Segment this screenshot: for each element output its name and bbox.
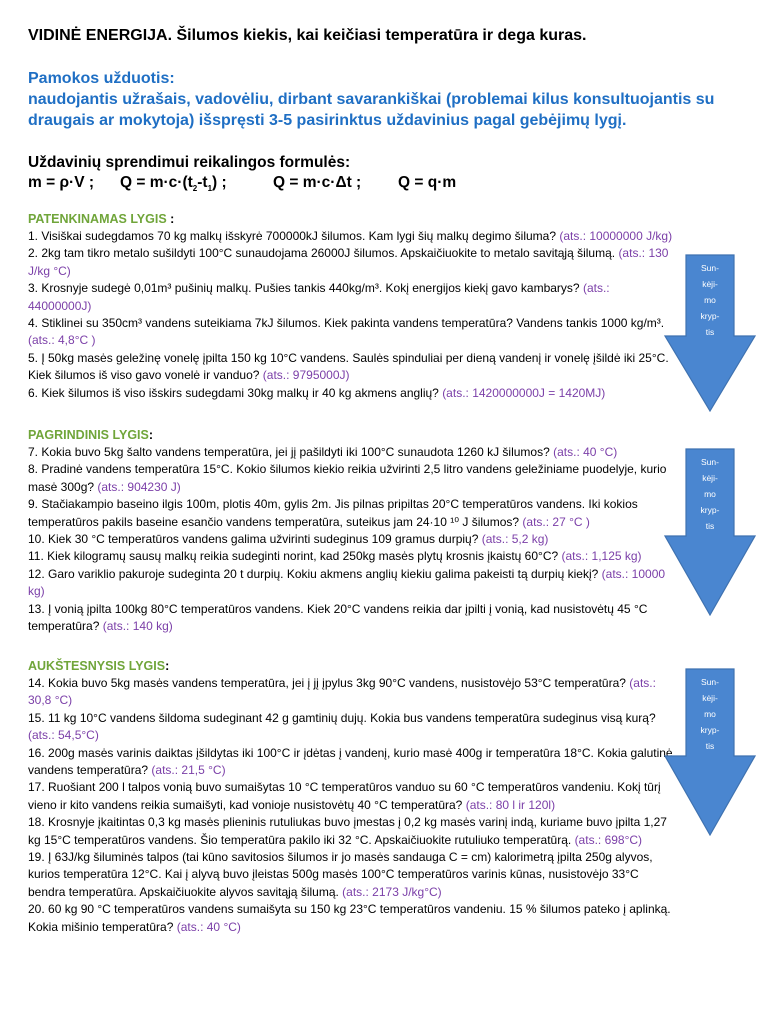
- problem-16: [28, 745, 676, 780]
- problem-text: 12. Garo variklio pakuroje sudeginta 20 t durpių. Kokiu akmens anglių kiekiu galima pakeisti tą durpių kiekį?: [28, 566, 599, 581]
- answer: (ats.: 1420000000J = 1420MJ): [442, 385, 606, 400]
- difficulty-arrow-2: [664, 448, 756, 616]
- arrow-label-line: kėji-: [702, 473, 718, 483]
- problem-1: [28, 228, 676, 245]
- arrow-label-line: Sun-: [701, 677, 719, 687]
- problem-19: [28, 849, 676, 901]
- problem-3: [28, 280, 676, 315]
- answer: (ats.: 4,8°C ): [28, 333, 96, 348]
- problem-text: 11. Kiek kilogramų sausų malkų reikia sudeginti norint, kad 250kg masės plytų krosnis įkaistų 60°C?: [28, 549, 559, 564]
- problem-7: [28, 444, 676, 461]
- problem-6: [28, 385, 676, 402]
- answer: (ats.: 10000000 J/kg): [559, 229, 673, 243]
- formula-sub: 2: [192, 184, 198, 194]
- problem-18: [28, 814, 676, 849]
- problem-2: [28, 245, 676, 280]
- arrow-label-line: tis: [705, 521, 715, 531]
- level-1-heading: [28, 212, 174, 226]
- arrow-label: [664, 674, 756, 754]
- problem-text: 5. Į 50kg masės geležinę vonelę įpilta 150 kg 10°C vandens. Saulės spinduliai per dieną vandenį ir vonelę įšildė iki 25°C. Kiek šilumos iš viso gavo vonelė ir vanduo?: [28, 350, 669, 383]
- problem-15: [28, 710, 676, 745]
- answer: (ats.: 5,2 kg): [481, 532, 549, 547]
- arrow-label-line: Sun-: [701, 457, 719, 467]
- answer: (ats.: 80 l ir 120l): [465, 797, 556, 812]
- formula-part: ) ;: [212, 174, 227, 191]
- formula-sub: 1: [207, 184, 213, 194]
- answer: (ats.: 40 °C): [553, 445, 618, 459]
- problem-text: 7. Kokia buvo 5kg šalto vandens temperatūra, jei jį pašildyti iki 100°C sunaudota 1260 kJ šilumos?: [28, 445, 550, 459]
- problem-14: [28, 675, 676, 710]
- problem-5: [28, 350, 676, 385]
- problem-text: 13. Į vonią įpilta 100kg 80°C temperatūros vandens. Kiek 20°C vandens reikia dar įpilti į vonią, kad nusistovėtų 45 °C temperatūra?: [28, 601, 648, 634]
- arrow-label-line: tis: [705, 741, 715, 751]
- answer: (ats.: 698°C): [574, 832, 643, 847]
- answer: (ats.: 44000000J): [28, 281, 610, 313]
- formula-heat-delta: Q = m·c·Δt ;: [273, 174, 362, 191]
- problem-4: [28, 315, 676, 350]
- problem-8: [28, 461, 676, 496]
- formula-part: Q = m·c·(t: [120, 174, 193, 191]
- problem-11: [28, 548, 676, 565]
- level-name: AUKŠTESNYSIS LYGIS: [28, 659, 166, 673]
- problem-text: 20. 60 kg 90 °C temperatūros vandens sumaišyta su 150 kg 23°C temperatūros vandeniu. 15 % šilumos pateko į aplinką. Kokia mišinio temperatūra?: [28, 902, 671, 934]
- answer: (ats.: 54,5°C): [28, 728, 99, 743]
- level-3-problems: [28, 675, 676, 936]
- arrow-label: [664, 454, 756, 534]
- problem-13: [28, 601, 676, 636]
- formula-row: [28, 173, 457, 194]
- arrow-label-line: kryp-: [700, 725, 720, 735]
- task-block: [28, 68, 748, 131]
- arrow-label-line: Sun-: [701, 263, 719, 273]
- answer: (ats.: 140 kg): [102, 619, 173, 634]
- problem-text: 6. Kiek šilumos iš viso išskirs sudegdami 30kg malkų ir 40 kg akmens anglių?: [28, 385, 439, 400]
- problem-text: 17. Ruošiant 200 l talpos vonią buvo sumaišytas 10 °C temperatūros vanduo su 60 °C temperatūros vandeniu. Kokį tūrį vieno ir kito vandens reikia sumaišyti, kad vonioje nusistovėtų 40 °C temperatūra?: [28, 780, 661, 812]
- level-colon: :: [166, 212, 175, 226]
- formulas-heading: Uždavinių sprendimui reikalingos formulės:: [28, 154, 351, 171]
- level-colon: :: [148, 428, 154, 442]
- problem-10: [28, 531, 676, 548]
- answer: (ats.: 904230 J): [97, 479, 181, 494]
- arrow-label-line: kryp-: [700, 505, 720, 515]
- formula-heat-diff: [120, 173, 227, 193]
- answer: (ats.: 2173 J/kg°C): [342, 884, 442, 899]
- answer: (ats.: 27 °C ): [522, 514, 590, 529]
- task-line-2: draugais ar mokytoja) išspręsti 3-5 pasirinktus uždavinius pagal gebėjimų lygį.: [28, 112, 627, 129]
- level-2-heading: [28, 428, 153, 442]
- level-3-heading: [28, 659, 169, 673]
- problem-text: 1. Visiškai sudegdamos 70 kg malkų išskyrė 700000kJ šilumos. Kam lygi šių malkų degimo šiluma?: [28, 229, 557, 243]
- problem-12: [28, 566, 676, 601]
- problem-text: 16. 200g masės varinis daiktas įšildytas iki 100°C ir įdėtas į vandenį, kurio masė 400g ir temperatūra 18°C. Kokia galutinė vandens temperatūra?: [28, 745, 673, 778]
- answer: (ats.: 1,125 kg): [561, 549, 642, 564]
- problem-text: 18. Krosnyje įkaitintas 0,3 kg masės plieninis rutuliukas buvo įmestas į 0,2 kg masės varinį indą, kuriame buvo įpilta 1,27 kg 15°C temperatūros vandens. Šio temperatūra pakilo iki 32 °C. Apskaičiuokite rutuliuko temperatūrą.: [28, 815, 667, 847]
- problem-text: 9. Stačiakampio baseino ilgis 100m, plotis 40m, gylis 2m. Jis pilnas pripiltas 20°C temperatūros vandens. Iki kokios temperatūros pakils baseine esančio vandens temperatūra, suteikus jam 24·10 ¹⁰ J šilumos?: [28, 497, 638, 529]
- page-title: VIDINĖ ENERGIJA. Šilumos kiekis, kai keičiasi temperatūra ir dega kuras.: [28, 27, 587, 44]
- arrow-label-line: kėji-: [702, 693, 718, 703]
- difficulty-arrow-1: [664, 254, 756, 412]
- problem-text: 14. Kokia buvo 5kg masės vandens temperatūra, jei į jį įpylus 3kg 90°C vandens, nusistovėjo 53°C temperatūra?: [28, 676, 626, 690]
- problem-text: 4. Stiklinei su 350cm³ vandens suteikiama 7kJ šilumos. Kiek pakinta vandens temperatūra? Vandens tankis 1000 kg/m³.: [28, 316, 665, 331]
- arrow-label: [664, 260, 756, 340]
- arrow-label-line: mo: [704, 295, 716, 305]
- arrow-label-line: mo: [704, 709, 716, 719]
- level-name: PAGRINDINIS LYGIS: [28, 428, 149, 442]
- difficulty-arrow-3: [664, 668, 756, 836]
- arrow-label-line: kryp-: [700, 311, 720, 321]
- answer: (ats.: 10000 kg): [28, 566, 666, 599]
- problem-text: 3. Krosnyje sudegė 0,01m³ pušinių malkų. Pušies tankis 440kg/m³. Kokį energijos kiekį gavo kambarys?: [28, 281, 580, 296]
- task-heading: Pamokos užduotis:: [28, 70, 175, 87]
- problem-20: [28, 901, 676, 936]
- formula-density: m = ρ·V ;: [28, 174, 95, 191]
- answer: (ats.: 130 J/kg °C): [28, 246, 669, 278]
- level-1-problems: [28, 228, 676, 402]
- problem-text: 2. 2kg tam tikro metalo sušildyti 100°C sunaudojama 26000J šilumos. Apskaičiuokite to metalo savitąją šilumą.: [28, 246, 616, 261]
- task-line-1: naudojantis užrašais, vadovėliu, dirbant savarankiškai (problemai kilus konsultuojantis su: [28, 91, 715, 108]
- level-name: PATENKINAMAS LYGIS: [28, 212, 167, 226]
- level-2-problems: [28, 444, 676, 635]
- formula-part: -t: [197, 174, 208, 191]
- level-colon: :: [165, 659, 170, 673]
- problem-9: [28, 496, 676, 531]
- answer: (ats.: 30,8 °C): [28, 676, 656, 708]
- problem-text: 15. 11 kg 10°C vandens šildoma sudeginant 42 g gamtinių dujų. Kokia bus vandens temperatūra sudeginus visą kurą?: [28, 710, 656, 725]
- problem-17: [28, 779, 676, 814]
- arrow-label-line: kėji-: [702, 279, 718, 289]
- problem-text: 19. Į 63J/kg šiluminės talpos (tai kūno savitosios šilumos ir jo masės sandauga C = cm) kalorimetrą įpilta 250g alyvos, kurios temperatūra 12°C. Kai į alyvą buvo įleistas 500g masės 100°C temperatūros varinis kūnas, nusistovėjo 33°C bendra temperatūra. Apskaičiuokite alyvos savitąją šilumą.: [28, 850, 653, 899]
- arrow-label-line: tis: [705, 327, 715, 337]
- answer: (ats.: 21,5 °C): [151, 763, 226, 778]
- arrow-label-line: mo: [704, 489, 716, 499]
- answer: (ats.: 40 °C): [176, 919, 241, 934]
- formula-fuel: Q = q·m: [398, 174, 457, 191]
- problem-text: 10. Kiek 30 °C temperatūros vandens galima užvirinti sudeginus 109 gramus durpių?: [28, 532, 479, 547]
- answer: (ats.: 9795000J): [262, 368, 350, 383]
- problem-text: 8. Pradinė vandens temperatūra 15°C. Kokio šilumos kiekio reikia užvirinti 2,5 litro vandens geležiniame puodelyje, kurio masė 300g?: [28, 462, 667, 494]
- formulas-block: [28, 153, 457, 194]
